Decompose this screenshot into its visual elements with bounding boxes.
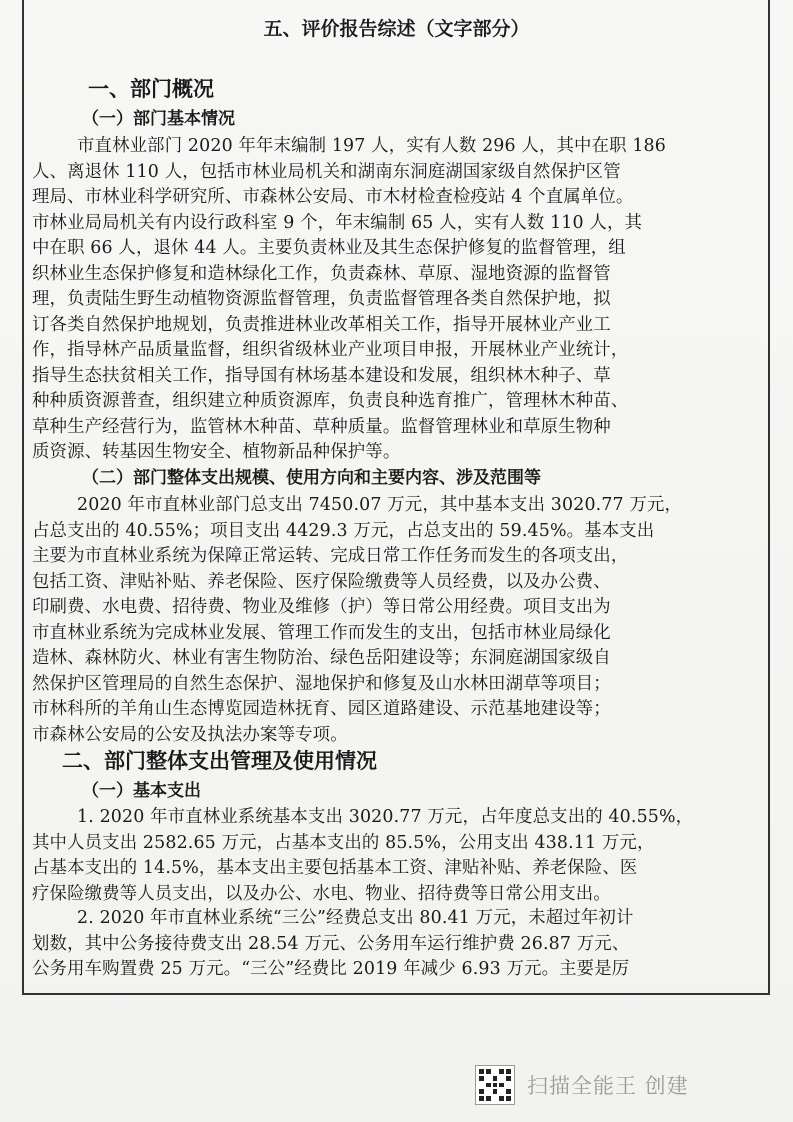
text-line: 市林科所的羊角山生态博览园造林抚育、园区道路建设、示范基地建设等； xyxy=(32,699,611,719)
heading-expenditure-management: 二、部门整体支出管理及使用情况 xyxy=(62,749,377,773)
text-line: 包括工资、津贴补贴、养老保险、医疗保险缴费等人员经费，以及办公费、 xyxy=(32,571,611,592)
text-line: 疗保险缴费等人员支出，以及办公、水电、物业、招待费等日常公用支出。 xyxy=(32,883,611,904)
text-line: 理局、市林业科学研究所、市森林公安局、市木材检查检疫站 4 个直属单位。 xyxy=(32,187,634,207)
section-title: 五、评价报告综述（文字部分） xyxy=(263,18,530,40)
text-line: 指导生态扶贫相关工作，指导国有林场基本建设和发展，组织林木种子、草 xyxy=(32,365,611,386)
heading-department-overview: 一、部门概况 xyxy=(88,77,214,101)
text-line: 市林业局局机关有内设行政科室 9 个，年末编制 65 人，实有人数 110 人，其 xyxy=(32,212,643,233)
text-line: 人、离退休 110 人，包括市林业局机关和湖南东洞庭湖国家级自然保护区管 xyxy=(32,161,621,182)
text-line: 公务用车购置费 25 万元。“三公”经费比 2019 年减少 6.93 万元。主要是厉 xyxy=(32,959,630,979)
text-line: 占总支出的 40.55%；项目支出 4429.3 万元，占总支出的 59.45%。基本支出 xyxy=(32,520,655,541)
subheading-basic-info: （一）部门基本情况 xyxy=(82,109,235,129)
text-line: 市直林业系统为完成林业发展、管理工作而发生的支出，包括市林业局绿化 xyxy=(32,622,611,643)
text-line: 市直林业部门 2020 年年末编制 197 人，实有人数 296 人，其中在职 186 xyxy=(77,136,666,156)
text-line: 1. 2020 年市直林业系统基本支出 3020.77 万元，占年度总支出的 40.55%， xyxy=(77,807,694,827)
subheading-expenditure-scope: （二）部门整体支出规模、使用方向和主要内容、涉及范围等 xyxy=(82,468,541,488)
text-line: 质资源、转基因生物安全、植物新品种保护等。 xyxy=(32,442,401,462)
text-line: 种种质资源普查，组织建立种质资源库，负责良种选育推广，管理林木种苗、 xyxy=(32,391,629,411)
text-line: 2. 2020 年市直林业系统“三公”经费总支出 80.41 万元，未超过年初计 xyxy=(77,908,634,928)
text-line: 订各类自然保护地规划，负责推进林业改革相关工作，指导开展林业产业工 xyxy=(32,314,611,335)
text-line: 造林、森林防火、林业有害生物防治、绿色岳阳建设等；东洞庭湖国家级自 xyxy=(32,648,611,668)
text-line: 中在职 66 人，退休 44 人。主要负责林业及其生态保护修复的监督管理，组 xyxy=(32,238,626,258)
text-line: 织林业生态保护修复和造林绿化工作，负责森林、草原、湿地资源的监督管 xyxy=(32,263,611,284)
qr-code-icon xyxy=(475,1065,515,1105)
text-line: 2020 年市直林业部门总支出 7450.07 万元，其中基本支出 3020.77 万元， xyxy=(77,495,683,515)
text-line: 理，负责陆生野生动植物资源监督管理，负责监督管理各类自然保护地，拟 xyxy=(32,289,611,309)
scanner-watermark xyxy=(475,1063,689,1107)
text-line: 主要为市直林业系统为保障正常运转、完成日常工作任务而发生的各项支出， xyxy=(32,546,629,566)
text-line: 印刷费、水电费、招待费、物业及维修（护）等日常公用经费。项目支出为 xyxy=(32,597,611,617)
text-line: 市森林公安局的公安及执法办案等专项。 xyxy=(32,724,348,745)
text-line: 划数，其中公务接待费支出 28.54 万元、公务用车运行维护费 26.87 万元、 xyxy=(32,933,630,954)
text-line: 草种生产经营行为，监管林木种苗、草种质量。监督管理林业和草原生物种 xyxy=(32,416,611,437)
subheading-basic-expenditure: （一）基本支出 xyxy=(82,781,201,801)
text-line: 其中人员支出 2582.65 万元，占基本支出的 85.5%，公用支出 438.11 万元， xyxy=(32,832,655,853)
text-line: 然保护区管理局的自然生态保护、湿地保护和修复及山水林田湖草等项目； xyxy=(32,673,611,694)
text-line: 占基本支出的 14.5%，基本支出主要包括基本工资、津贴补贴、养老保险、医 xyxy=(32,858,638,878)
watermark-text: 扫描全能王 创建 xyxy=(527,1074,689,1098)
text-line: 作，指导林产品质量监督，组织省级林业产业项目申报，开展林业产业统计， xyxy=(32,340,629,360)
